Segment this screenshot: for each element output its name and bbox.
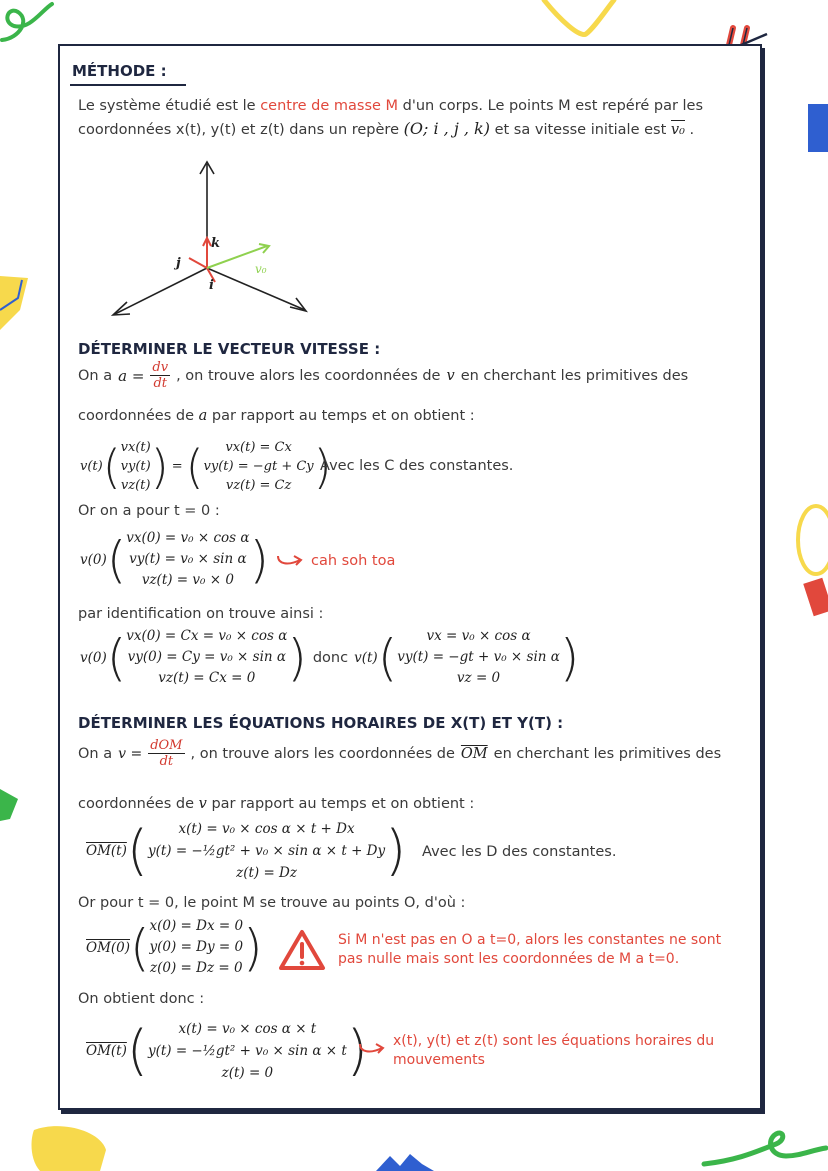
or-t0-origin-line: Or pour t = 0, le point M se trouve au points O, d'où : [78, 895, 466, 911]
section-equations-title: DÉTERMINER LES ÉQUATIONS HORAIRES DE X(T) ET Y(T) : [78, 714, 564, 732]
omt-system: OM(t) ( x(t) = v₀ × cos α × t + Dx y(t) = −½gt² + v₀ × sin α × t + Dy z(t) = Dz ) [86, 819, 407, 882]
velocity-line-2: coordonnées de a par rapport au temps et on obtient : [78, 408, 475, 424]
warning-triangle-icon [278, 928, 326, 972]
d-constants-note: Avec les D des constantes. [422, 844, 617, 860]
arrow-icon [358, 1040, 386, 1056]
c-constants-note: Avec les C des constantes. [320, 458, 514, 474]
v0-symbol: v₀ [670, 122, 685, 138]
or-t0-line: Or on a pour t = 0 : [78, 503, 220, 519]
decor-green-shape-left [0, 785, 20, 825]
intro-line-2: coordonnées x(t), y(t) et z(t) dans un repère (O; i , j , k) et sa vitesse initiale est v₀ . [78, 119, 695, 138]
dom-dt-fraction: $\frac{\text{dOM}}{dt}$ [150, 738, 183, 769]
decor-blue-block [808, 104, 828, 152]
vt-system: v(t) ( vx(t) vy(t) vz(t) ) = ( vx(t) = Cx vy(t) = −gt + Cy vz(t) = Cz ) [80, 439, 332, 494]
decor-yellow-heart [540, 0, 620, 40]
decor-yellow-blob-bottom [30, 1120, 110, 1171]
decor-blue-zigzag-bottom [376, 1150, 436, 1171]
section-velocity-title: DÉTERMINER LE VECTEUR VITESSE : [78, 340, 381, 358]
equations-line-2: coordonnées de v par rapport au temps et on obtient : [78, 796, 475, 812]
decor-yellow-ring-right [790, 500, 828, 630]
k-label: k [211, 236, 221, 251]
warning-note: Si M n'est pas en O a t=0, alors les constantes ne sont pas nulle mais sont les coordonnées de M a t=0. [338, 932, 722, 967]
reference-frame: (O; i , j , k) [403, 119, 490, 138]
om0-system: OM(0) ( x(0) = Dx = 0 y(0) = Dy = 0 z(0) = Dz = 0 ) [86, 918, 263, 977]
decor-yellow-shape-left [0, 270, 32, 360]
decor-green-swirl [0, 0, 60, 50]
identification-line: par identification on trouve ainsi : [78, 606, 324, 622]
decor-green-swirl-bottom [700, 1120, 828, 1171]
v0-system: v(0) ( vx(0) = v₀ × cos α vy(t) = v₀ × sin α vz(t) = v₀ × 0 ) [80, 530, 269, 589]
cah-soh-toa-note: cah soh toa [311, 553, 396, 569]
center-of-mass-highlight: centre de masse M [260, 98, 399, 114]
obtain-line: On obtient donc : [78, 991, 205, 1007]
equations-line-1: On a v = $\frac{\text{dOM}}{dt}$ , on trouve alors les coordonnées de $\overline{OM}$ en cherchant les primitives des [78, 738, 722, 769]
methode-title: MÉTHODE : [72, 62, 167, 80]
arrow-icon [276, 552, 304, 568]
v0-identified-system: v(0) ( vx(0) = Cx = v₀ × cos α vy(0) = Cy = v₀ × sin α vz(t) = Cx = 0 ) donc v(t) ( vx = v₀ × cos α vy(t) = −gt + v₀ × sin α vz = 0 ) [80, 628, 580, 687]
intro-line-1: Le système étudié est le centre de masse M d'un corps. Le points M est repéré par les [78, 98, 704, 114]
j-label: j [176, 256, 181, 271]
final-note: x(t), y(t) et z(t) sont les équations horaires du mouvements [393, 1033, 715, 1068]
donc-label: donc [312, 649, 349, 666]
omf-system: OM(t) ( x(t) = v₀ × cos α × t y(t) = −½gt² + v₀ × sin α × t z(t) = 0 ) [86, 1019, 368, 1082]
i-label: i [209, 278, 214, 293]
dv-dt-fraction: $\frac{dv}{dt}$ [152, 360, 169, 391]
v0-label: v₀ [255, 262, 267, 276]
velocity-line-1: On a a = $\frac{dv}{dt}$ , on trouve alors les coordonnées de v en cherchant les primitives des [78, 360, 689, 391]
title-underline [70, 84, 186, 86]
